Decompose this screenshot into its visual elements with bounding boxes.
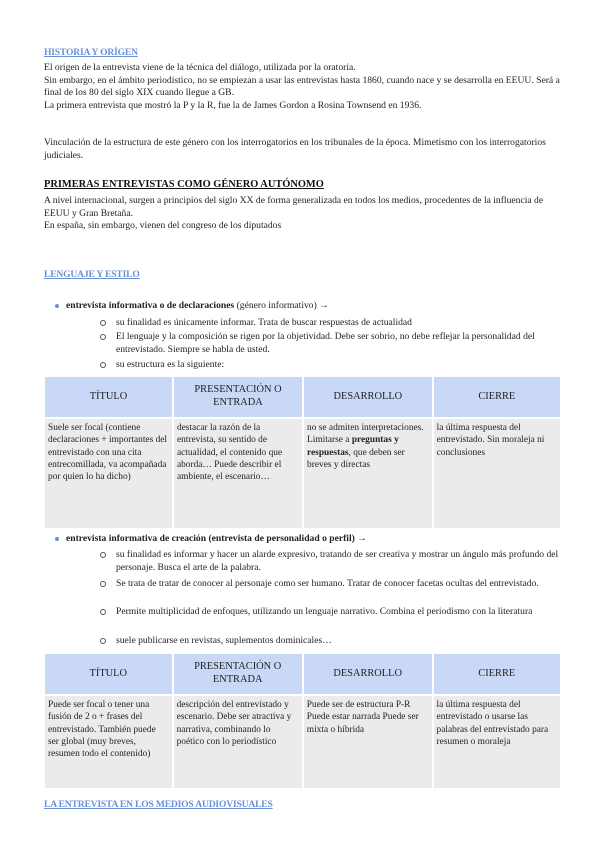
cell-text: Limitarse a [307,435,352,446]
sub-item-text: su finalidad es informar y hacer un alarde expresivo, tratando de ser creativa y mostrar un ángulo más profundo del personaje. Busca el arte de la palabra. [116,549,559,573]
table-cell: destacar la razón de la entrevista, su sentido de actualidad, el contenido que aborda… Puede describir el ambiente, el escenario… [174,419,302,528]
structure-table-informativa [43,375,562,530]
circle-bullet-icon [100,609,106,615]
list-item [66,533,566,546]
sub-item-text: Se trata de tratar de conocer al personaje como ser humano. Tratar de conocer facetas ocultas del entrevistado. [116,578,539,589]
table-cell: Puede ser focal o tener una fusión de 2 o + frases del entrevistado. También puede ser global (muy breves, resumen todo el contenido) [45,696,172,788]
text-line: En españa, sin embargo, vienen del congreso de los diputados [44,220,282,232]
table-header: DESARROLLO [304,377,432,417]
list-item-bold: entrevista informativa o de declaraciones [66,300,235,311]
heading-underlined: PRIMERAS ENTREVISTAS COMO GÉNERO AUTÓNOMO [44,179,324,190]
circle-bullet-icon [100,320,106,326]
table-header: PRESENTACIÓN O ENTRADA [174,654,302,694]
circle-bullet-icon [100,581,106,587]
cell-bold: preguntas y respuestas [307,435,399,458]
table-header: CIERRE [434,654,560,694]
cell-text: no se admiten interpretaciones. [307,423,424,433]
sub-list-item [116,578,562,591]
table-cell: la última respuesta del entrevistado o usarse las palabras del entrevistado para resumen o moraleja [434,696,560,788]
sub-item-text: El lenguaje y la composición se rigen por la objetividad. Debe ser sobrio, no debe reflejar la personalidad del entrevistado. Siempre se habla de usted. [116,331,535,355]
text-line: El origen de la entrevista viene de la técnica del diálogo, utilizada por la oratoria. [44,62,356,73]
text-line: Vinculación de la estructura de este género con los interrogatorios en los tribunales de la época. Mimetismo con los interrogatorios judiciales. [44,137,546,161]
table-header: DESARROLLO [304,654,432,694]
list-item-rest: → [354,533,367,544]
sub-list-item [116,635,562,648]
text-line: Sin embargo, en el ámbito periodístico, no se empiezan a usar las entrevistas hasta 1860, cuando nace y se desarrolla en EEUU. Será a final de los 80 del siglo XIX cuando llegue a GB. [44,74,560,99]
bullet-icon [55,537,59,541]
table-cell: descripción del entrevistado y escenario. Debe ser atractiva y narrativa, combinando lo poético con lo periodístico [174,696,302,788]
heading-link[interactable]: LA ENTREVISTA EN LOS MEDIOS AUDIOVISUALES [44,799,273,810]
sub-list-item [116,549,562,574]
table-cell: la última respuesta del entrevistado. Sin moraleja ni conclusiones [434,419,560,528]
sub-item-text: Permite multiplicidad de enfoques, utilizando un lenguaje narrativo. Combina el periodismo con la literatura [116,606,533,617]
table-header: CIERRE [434,377,560,417]
circle-bullet-icon [100,638,106,644]
table-cell [304,419,432,528]
sub-item-text: suele publicarse en revistas, suplementos dominicales… [116,635,332,646]
table-header: PRESENTACIÓN O ENTRADA [174,377,302,417]
text-line: A nivel internacional, surgen a principios del siglo XX de forma generalizada en todos los medios, procedentes de la influencia de EEUU y Gran Bretaña. [44,195,544,219]
bullet-icon [55,304,59,308]
sub-item-text: su finalidad es únicamente informar. Trata de buscar respuestas de actualidad [116,317,412,328]
table-cell: Puede ser de estructura P-R Puede estar narrada Puede ser mixta o híbrida [304,696,432,788]
list-item [66,300,566,313]
section-title-primeras [44,179,564,192]
section-title-audiovisuales [44,799,564,812]
sub-list-item [116,331,562,356]
cell-text: , que deben ser breves y directas [307,447,405,470]
table-cell: Suele ser focal (contiene declaraciones + importantes del entrevistado con una cita entrecomillada, va acompañada por quien lo ha dicho) [45,419,172,528]
text-line: La primera entrevista que mostró la P y la R, fue la de James Gordon a Rosina Townsend en 1936. [44,99,422,111]
sub-list-item [116,606,562,619]
sub-item-text: su estructura es la siguiente: [116,359,225,370]
heading-link[interactable]: LENGUAJE Y ESTILO [44,269,140,280]
sub-list-item [116,317,562,330]
section-title-lenguaje [44,269,564,282]
table-header: TÍTULO [45,377,172,417]
paragraph-vinculacion [44,137,564,162]
circle-bullet-icon [100,552,106,558]
sub-list-item [116,359,562,372]
circle-bullet-icon [100,334,106,340]
paragraph-historia [44,62,564,112]
list-item-bold: entrevista informativa de creación (entrevista de personalidad o perfil) [66,533,355,544]
list-item-rest: (género informativo) → [234,300,329,311]
section-title-historia [44,47,564,60]
heading-link[interactable]: HISTORIA Y ORÍGEN [44,47,138,58]
paragraph-primeras [44,195,564,233]
circle-bullet-icon [100,362,106,368]
structure-table-creacion [43,652,562,790]
table-header: TÍTULO [45,654,172,694]
